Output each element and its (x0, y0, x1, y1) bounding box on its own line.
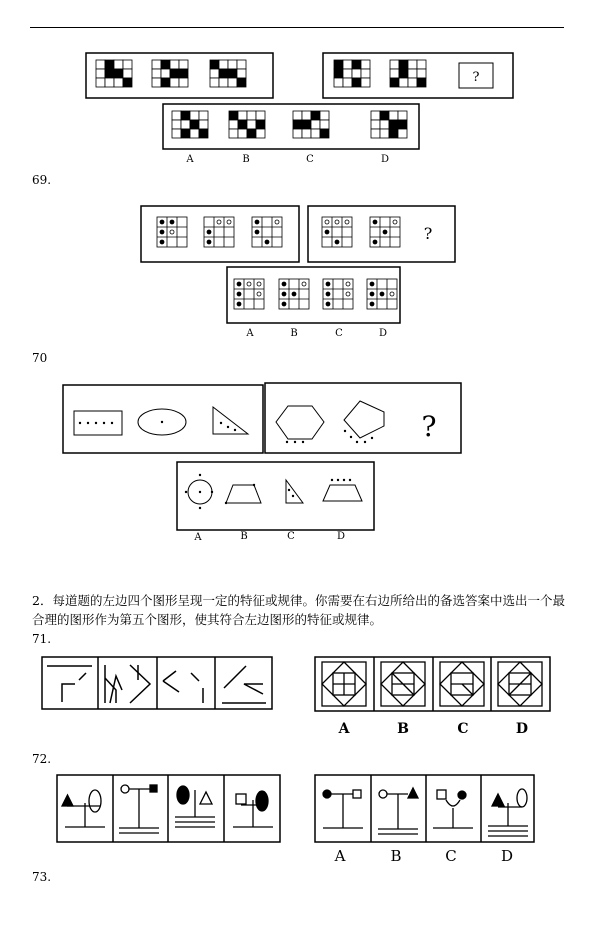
q68-question-mark: ? (472, 70, 480, 85)
q70-question-mark: ? (421, 410, 437, 443)
q71-option-c[interactable]: C (457, 721, 469, 737)
q68-option-b[interactable]: B (242, 154, 250, 165)
q70-option-d[interactable]: D (336, 531, 346, 542)
q70-option-c[interactable]: C (287, 531, 295, 542)
q72-symbol (433, 790, 473, 828)
q72-number: 72. (32, 752, 52, 766)
q69-grid (234, 279, 264, 309)
q69-number: 69. (32, 173, 52, 187)
q69-grid (370, 217, 400, 247)
problem-72-figure (0, 0, 600, 200)
q71-option-a[interactable]: A (338, 721, 350, 737)
q69-grid (157, 217, 187, 247)
q71-option-figure (381, 662, 425, 706)
q72-symbol (378, 788, 418, 834)
q69-grid (252, 217, 282, 247)
q73-number: 73. (32, 870, 52, 884)
q72-symbol (233, 791, 273, 827)
q71-option-figure (322, 662, 366, 706)
q69-grid (323, 279, 353, 309)
q71-option-figure (498, 662, 542, 706)
q70-option-b[interactable]: B (240, 531, 248, 542)
q69-grid (367, 279, 397, 309)
q71-option-figure (440, 662, 484, 706)
q72-symbol (62, 790, 105, 827)
q71-number: 71. (32, 632, 52, 646)
q72-option-c[interactable]: C (445, 847, 457, 865)
q69-option-a[interactable]: A (246, 328, 254, 339)
q69-grid (204, 217, 234, 247)
q72-symbol (119, 785, 159, 833)
q72-option-b[interactable]: B (390, 847, 402, 865)
q69-grid (322, 217, 352, 247)
q72-symbol (323, 790, 363, 828)
q72-option-d[interactable]: D (500, 847, 514, 865)
q68-option-c[interactable]: C (306, 154, 314, 165)
q69-grid (279, 279, 309, 309)
q69-question-mark: ? (423, 224, 433, 243)
q69-option-b[interactable]: B (290, 328, 298, 339)
q72-symbol (488, 789, 528, 836)
q70-number: 70 (32, 351, 48, 365)
q72-symbol (175, 786, 215, 827)
q69-option-d[interactable]: D (378, 328, 388, 339)
section-instruction: 2．每道题的左边四个图形呈现一定的特征或规律。你需要在右边所给出的备选答案中选出一个最合理的图形作为第五个图形，使其符合左边图形的特征或规律。 (32, 593, 565, 627)
q70-option-a[interactable]: A (194, 532, 202, 543)
q68-option-d[interactable]: D (380, 154, 390, 165)
q68-option-a[interactable]: A (186, 154, 194, 165)
q72-option-a[interactable]: A (334, 847, 346, 865)
q69-option-c[interactable]: C (335, 328, 343, 339)
q71-option-b[interactable]: B (397, 721, 409, 737)
q71-option-d[interactable]: D (515, 721, 529, 737)
